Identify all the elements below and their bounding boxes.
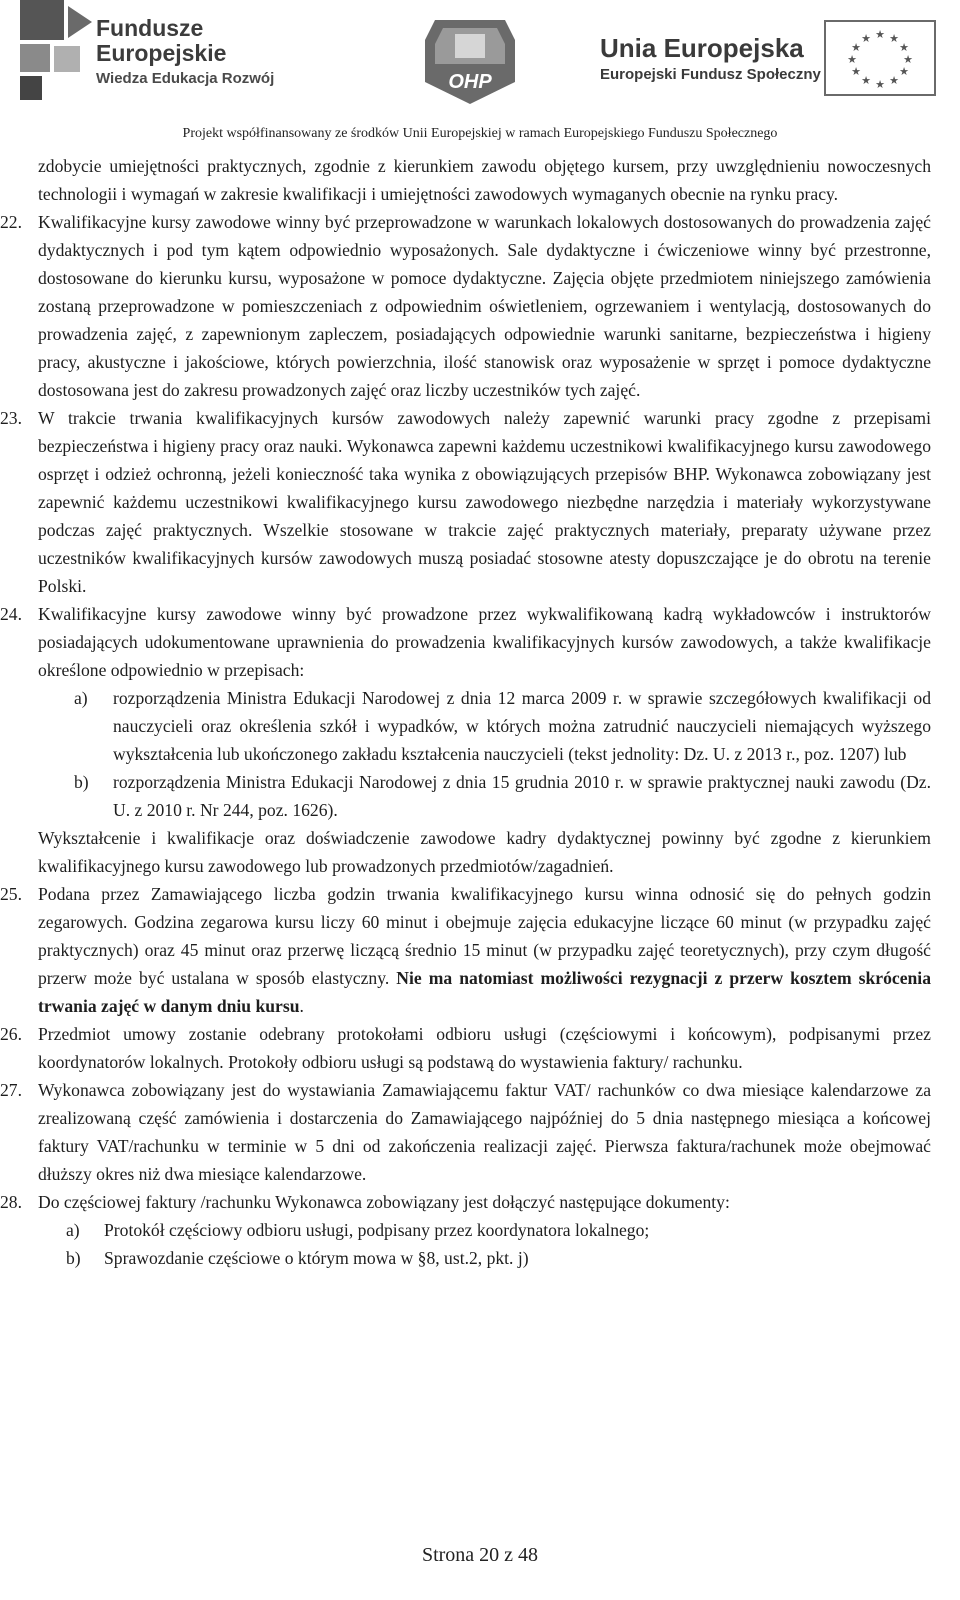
item-25-end: . (299, 996, 304, 1016)
item-text: Kwalifikacyjne kursy zawodowe winny być przeprowadzone w warunkach lokalowych dostosowanych do prowadzenia zajęć dydaktycznych i pod tym kątem odpowiednio wyposażonych. Sale dydaktyczne i ćwiczeniowe winny być przestronne, dostosowane do kierunku kursu, wyposażone w pomoce dydaktyczne. Zajęcia objęte przedmiotem niniejszego zamówienia zostaną przeprowadzone w pomieszczeniach z odpowiednim oświetleniem, ogrzewaniem i wentylacją, dostosowanych do prowadzenia zajęć, z zapewnionym zapleczem, posiadających odpowiednie warunki sanitarne, bezpieczeństwa i higieny pracy, akustyczne i jakościowe, których powierzchnia, ilość stanowisk oraz wyposażenie w sprzęt i pomoce dydaktyczne dostosowana jest do zakresu prowadzonych zajęć oraz liczby uczestników tych zajęć. (38, 212, 931, 400)
sub-text: rozporządzenia Ministra Edukacji Narodowej z dnia 12 marca 2009 r. w sprawie szczegółowych kwalifikacji od nauczycieli oraz określenia szkół i wypadków, w których można zatrudnić nauczycieli niemających wyższego wykształcenia lub ukończonego zakładu kształcenia nauczycieli (tekst jednolity: Dz. U. z 2013 r., poz. 1207) lub (113, 688, 931, 764)
svg-text:★: ★ (851, 42, 861, 54)
ue-name: Unia Europejska (600, 33, 804, 63)
item-number: 25. (0, 884, 22, 904)
svg-text:★: ★ (903, 54, 913, 66)
item-25 (0, 880, 931, 1020)
item-28-sub-b (38, 1244, 931, 1272)
item-26 (0, 1020, 931, 1076)
kadra-qualifications-paragraph: Wykształcenie i kwalifikacje oraz doświadczenie zawodowe kadry dydaktycznej powinny być zgodne z kierunkiem kwalifikacyjnego kursu zawodowego lub prowadzonych przedmiotów/zagadnień. (38, 828, 931, 876)
svg-text:★: ★ (899, 42, 909, 54)
item-23 (0, 404, 931, 600)
ohp-label: OHP (448, 71, 492, 93)
item-text: Przedmiot umowy zostanie odebrany protokołami odbioru usługi (częściowymi i końcowym), podpisanymi przez koordynatorów lokalnych. Protokoły odbioru usługi są podstawą do wystawienia faktury/ rachunku. (38, 1024, 931, 1072)
sub-text: rozporządzenia Ministra Edukacji Narodowej z dnia 15 grudnia 2010 r. w sprawie praktycznej nauki zawodu (Dz. U. z 2010 r. Nr 244, poz. 1626). (113, 772, 931, 820)
fe-logo-line2: Europejskie (96, 40, 227, 66)
unia-europejska-logo-text (600, 34, 821, 83)
svg-text:★: ★ (861, 33, 871, 45)
svg-text:★: ★ (899, 66, 909, 78)
fe-logo-tagline: Wiedza Edukacja Rozwój (96, 70, 275, 87)
ue-fund: Europejski Fundusz Społeczny (600, 66, 821, 83)
svg-text:★: ★ (889, 33, 899, 45)
ohp-logo (415, 12, 525, 107)
fe-logo-line1: Fundusze (96, 15, 204, 41)
sub-letter: b) (66, 1248, 81, 1268)
item-text: W trakcie trwania kwalifikacyjnych kursów zawodowych należy zapewnić warunki pracy zgodne z przepisami bezpieczeństwa i higieny pracy oraz nauki. Wykonawca zapewni każdemu uczestnikowi kwalifikacyjnego kursu zawodowego osprzęt i odzież ochronną, jeżeli konieczność taka wynika z obowiązujących przepisów BHP. Wykonawca zobowiązany jest zapewnić każdemu uczestnikowi kwalifikacyjnego kursu zawodowego niezbędne narzędzia i materiały wykorzystywane podczas zajęć praktycznych. Wszelkie stosowane w trakcie zajęć praktycznych materiały, preparaty używane przez uczestników kwalifikacyjnych kursów zawodowych muszą posiadać stosowne atesty dopuszczające je do obrotu na terenie Polski. (38, 408, 931, 596)
item-24-sub-b (38, 768, 931, 824)
item-27 (0, 1076, 931, 1188)
fe-logo-title (96, 16, 226, 66)
sub-text: Sprawozdanie częściowe o którym mowa w §8, ust.2, pkt. j) (104, 1248, 529, 1268)
item-text: Kwalifikacyjne kursy zawodowe winny być prowadzone przez wykwalifikowaną kadrą wykładowców i instruktorów posiadających udokumentowane uprawnienia do prowadzenia kwalifikacyjnych kursów zawodowych, a także kwalifikacje określone odpowiednio w przepisach: (38, 604, 931, 680)
item-28-sub-a (38, 1216, 931, 1244)
item-25-bold-text: Nie ma natomiast możliwości rezygnacji z przerw kosztem skrócenia trwania zajęć w danym dniu kursu (38, 968, 931, 1016)
sub-letter: a) (66, 1220, 80, 1240)
item-number: 26. (0, 1024, 22, 1044)
svg-text:★: ★ (851, 66, 861, 78)
page-header (0, 0, 960, 140)
item-text (38, 880, 931, 1020)
intro-paragraph: zdobycie umiejętności praktycznych, zgodnie z kierunkiem zawodu objętego kursem, przy uwzględnieniu nowoczesnych technologii i wymagań w zakresie kwalifikacji i umiejętności zawodowych wymaganych obecnie na rynku pracy. (38, 156, 931, 204)
item-number: 28. (0, 1192, 22, 1212)
item-28 (0, 1188, 931, 1272)
item-text: Do częściowej faktury /rachunku Wykonawca zobowiązany jest dołączyć następujące dokumenty: (38, 1192, 730, 1212)
item-text: Wykonawca zobowiązany jest do wystawiania Zamawiającemu faktur VAT/ rachunków co dwa miesiące kalendarzowe za zrealizowaną część zamówienia i dostarczenia do Zamawiającego najpóźniej do 5 dnia następnego miesiąca a końcowej faktury VAT/rachunku w terminie w 5 dni od zakończenia realizacji zajęć. Pierwsza faktura/rachunek może obejmować dłuższy okres niż dwa miesiące kalendarzowe. (38, 1080, 931, 1184)
svg-text:★: ★ (889, 75, 899, 87)
svg-text:★: ★ (875, 29, 885, 41)
svg-text:★: ★ (875, 79, 885, 91)
eu-flag-icon (824, 20, 936, 96)
project-cofinancing-line: Projekt współfinansowany ze środków Unii Europejskiej w ramach Europejskiego Funduszu Społecznego (182, 126, 778, 141)
item-22 (0, 208, 931, 404)
document-body (0, 152, 931, 1272)
sub-letter: b) (74, 772, 89, 792)
svg-text:★: ★ (861, 75, 871, 87)
item-number: 23. (0, 408, 22, 428)
item-number: 24. (0, 604, 22, 624)
item-24-sub-a (38, 684, 931, 768)
item-number: 27. (0, 1080, 22, 1100)
fundusze-europejskie-logo (20, 0, 300, 105)
item-25-regular-text: Podana przez Zamawiającego liczba godzin trwania kwalifikacyjnego kursu winna odnosić się do pełnych godzin zegarowych. Godzina zegarowa kursu liczy 60 minut i obejmuje zajęcia edukacyjne liczące 60 minut (w przypadku zajęć praktycznych) oraz 45 minut oraz przerwę liczącą średnio 15 minut (w przypadku zajęć teoretycznych), przy czym długość przerw może być ustalana w sposób elastyczny. (38, 884, 931, 988)
fundusze-europejskie-mark-icon (20, 0, 92, 102)
svg-text:★: ★ (847, 54, 857, 66)
sub-text: Protokół częściowy odbioru usługi, podpisany przez koordynatora lokalnego; (104, 1220, 650, 1240)
item-number: 22. (0, 212, 22, 232)
page-number: Strona 20 z 48 (421, 1544, 539, 1566)
sub-letter: a) (74, 688, 88, 708)
item-24 (0, 600, 931, 824)
